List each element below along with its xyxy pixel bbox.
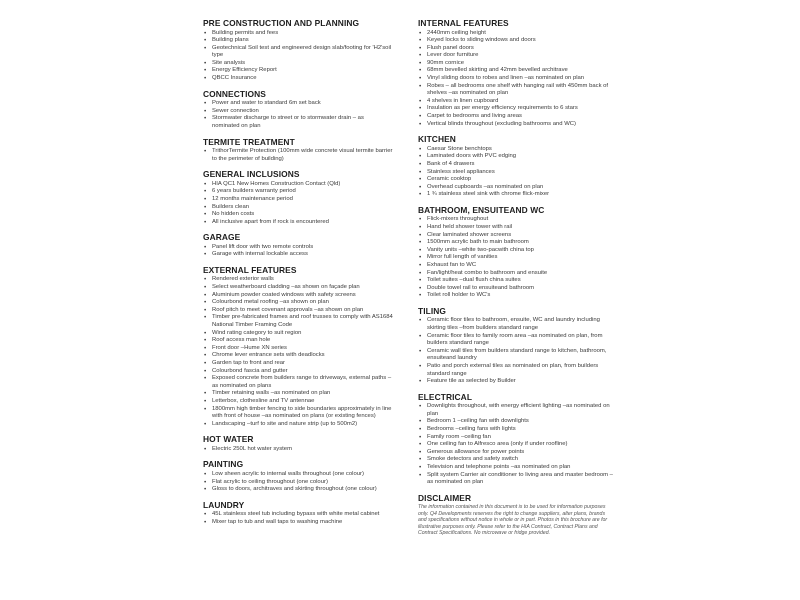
list-item: • 6 years builders warranty period (203, 188, 393, 196)
section-heading: PAINTING (203, 459, 244, 470)
bullet-list (418, 216, 614, 300)
list-item: • Fan/light/heat combo to bathroom and ensuite (418, 270, 614, 278)
section-heading: ELECTRICAL (418, 391, 473, 402)
right-sections (418, 18, 614, 487)
section-heading: GENERAL INCLUSIONS (203, 169, 300, 180)
list-item: • Television and telephone points –as nominated on plan (418, 464, 614, 472)
section-bathroom-ensuiteand-wc (418, 205, 614, 300)
list-item: • Site analysis (203, 60, 393, 68)
section-kitchen (418, 134, 614, 199)
list-item: • Keyed locks to sliding windows and doors (418, 37, 614, 45)
list-item: • 68mm bevelled skirting and 42mm bevelled architrave (418, 67, 614, 75)
section-heading: TERMITE TREATMENT (203, 136, 295, 147)
list-item: • Timber pre-fabricated frames and roof trusses to comply with AS1684 National Timber Framing Code (203, 314, 393, 329)
list-item: • Lever door furniture (418, 52, 614, 60)
list-item: • Colourbond metal roofing –as shown on plan (203, 299, 393, 307)
section-electrical (418, 392, 614, 487)
section-internal-features (418, 18, 614, 128)
bullet-list (203, 148, 393, 163)
list-item: • Geotechnical Soil test and engineered design slab/footing for 'H2'soil type (203, 45, 393, 60)
list-item: • Flick-mixers throughout (418, 216, 614, 224)
section-heading: CONNECTIONS (203, 88, 266, 99)
list-item: • HIA QC1 New Homes Construction Contact (Qld) (203, 181, 393, 189)
section-garage (203, 232, 393, 259)
list-item: • Generous allowance for power points (418, 449, 614, 457)
section-external-features (203, 265, 393, 428)
bullet-list (203, 276, 393, 428)
list-item: • Aluminium powder coated windows with safety screens (203, 292, 393, 300)
list-item: • Letterbox, clothesline and TV antennae (203, 398, 393, 406)
list-item: • Stainless steel appliances (418, 169, 614, 177)
list-item: • Bank of 4 drawers (418, 161, 614, 169)
list-item: • Exposed concrete from builders range to driveways, external paths – as nominated on plans (203, 375, 393, 390)
list-item: • Roof access man hole (203, 337, 393, 345)
list-item: • 2440mm ceiling height (418, 30, 614, 38)
list-item: • Panel lift door with two remote controls (203, 244, 393, 252)
bullet-list (203, 511, 393, 526)
list-item: • 45L stainless steel tub including bypass with white metal cabinet (203, 511, 393, 519)
list-item: • Front door –Hume XN series (203, 345, 393, 353)
bullet-list (418, 30, 614, 129)
disclaimer-text: The information contained in this document is to be used for information purposes only. Q4 Developments reserves the right to change suppliers, alter plans, brands and specifications without notice in whole or in part. Photos in this brochure are for illustrative purposes only. Please refer to the HIA Contract, Contract Plans and Contract Specifications. No microwave or fridge provided. (418, 504, 608, 536)
list-item: • Laminated doors with PVC edging (418, 153, 614, 161)
list-item: • 1500mm acrylic bath to main bathroom (418, 239, 614, 247)
list-item: • TrithorTermite Protection (100mm wide concrete visual termite barrier to the perimeter of building) (203, 148, 393, 163)
left-column (203, 18, 393, 532)
list-item: • Flush panel doors (418, 45, 614, 53)
list-item: • Ceramic wall tiles from builders standard range to kitchen, bathroom, ensuiteand laundry (418, 348, 614, 363)
list-item: • Garden tap to front and rear (203, 360, 393, 368)
list-item: • Family room –ceiling fan (418, 434, 614, 442)
list-item: • Ceramic cooktop (418, 176, 614, 184)
list-item: • Clear laminated shower screens (418, 232, 614, 240)
section-heading: TILING (418, 305, 447, 316)
list-item: • 90mm cornice (418, 60, 614, 68)
list-item: • Mixer tap to tub and wall taps to washing machine (203, 519, 393, 527)
list-item: • Building permits and fees (203, 30, 393, 38)
list-item: • Vertical blinds throughout (excluding bathrooms and WC) (418, 121, 614, 129)
disclaimer-section (418, 493, 614, 537)
list-item: • 4 shelves in linen cupboard (418, 98, 614, 106)
list-item: • Energy Efficiency Report (203, 67, 393, 75)
list-item: • Robes – all bedrooms one shelf with hanging rail with 450mm back of shelves –as nominated on plan (418, 83, 614, 98)
bullet-list (203, 471, 393, 494)
section-painting (203, 459, 393, 493)
bullet-list (203, 181, 393, 227)
list-item: • Bedrooms –ceiling fans with lights (418, 426, 614, 434)
list-item: • Toilet roll holder to WC's (418, 292, 614, 300)
section-heading: HOT WATER (203, 434, 254, 445)
list-item: • Builders clean (203, 204, 393, 212)
disclaimer-heading: DISCLAIMER (418, 492, 472, 503)
section-termite-treatment (203, 137, 393, 164)
bullet-list (418, 146, 614, 199)
list-item: • Building plans (203, 37, 393, 45)
list-item: • Select weatherboard cladding –as shown on façade plan (203, 284, 393, 292)
list-item: • Gloss to doors, architraves and skirting throughout (one colour) (203, 486, 393, 494)
list-item: • 12 months maintenance period (203, 196, 393, 204)
bullet-list (203, 446, 393, 454)
list-item: • One ceiling fan to Alfresco area (only if under roofline) (418, 441, 614, 449)
section-general-inclusions (203, 169, 393, 226)
list-item: • Flat acrylic to ceiling throughout (one colour) (203, 479, 393, 487)
list-item: • Mirror full length of vanities (418, 254, 614, 262)
list-item: • Bedroom 1 –ceiling fan with downlights (418, 418, 614, 426)
list-item: • 1800mm high timber fencing to side boundaries approximately in line with front of house –as nominated on plans (or existing fences) (203, 406, 393, 421)
list-item: • Roof pitch to meet covenant approvals –as shown on plan (203, 307, 393, 315)
list-item: • Vanity units –white two-pacwith china top (418, 247, 614, 255)
list-item: • Caesar Stone benchtops (418, 146, 614, 154)
list-item: • 1 ¾ stainless steel sink with chrome flick-mixer (418, 191, 614, 199)
section-heading: PRE CONSTRUCTION AND PLANNING (203, 18, 360, 28)
section-connections (203, 89, 393, 131)
list-item: • Split system Carrier air conditioner to living area and master bedroom –as nominated on plan (418, 472, 614, 487)
list-item: • Hand held shower tower with rail (418, 224, 614, 232)
list-item: • Ceramic floor tiles to bathroom, ensuite, WC and laundry including skirting tiles –from builders standard range (418, 317, 614, 332)
bullet-list (203, 244, 393, 259)
list-item: • Overhead cupboards –as nominated on plan (418, 184, 614, 192)
list-item: • Ceramic floor tiles to family room area –as nominated on plan, from builders standard range (418, 333, 614, 348)
list-item: • Colourbond fascia and gutter (203, 368, 393, 376)
list-item: • Stormwater discharge to street or to stormwater drain – as nominated on plan (203, 115, 393, 130)
list-item: • All inclusive apart from if rock is encountered (203, 219, 393, 227)
list-item: • Carpet to bedrooms and living areas (418, 113, 614, 121)
section-heading: EXTERNAL FEATURES (203, 264, 297, 275)
list-item: • Power and water to standard 6m set back (203, 100, 393, 108)
list-item: • Low sheen acrylic to internal walls throughout (one colour) (203, 471, 393, 479)
list-item: • QBCC Insurance (203, 75, 393, 83)
section-heading: GARAGE (203, 232, 241, 243)
list-item: • Vinyl sliding doors to robes and linen –as nominated on plan (418, 75, 614, 83)
bullet-list (418, 403, 614, 487)
list-item: • Smoke detectors and safety switch (418, 456, 614, 464)
list-item: • Downlights throughout, with energy efficient lighting –as nominated on plan (418, 403, 614, 418)
list-item: • Feature tile as selected by Builder (418, 378, 614, 386)
section-hot-water (203, 434, 393, 453)
section-heading: LAUNDRY (203, 499, 245, 510)
list-item: • Electric 250L hot water system (203, 446, 393, 454)
bullet-list (203, 30, 393, 83)
list-item: • Garage with internal lockable access (203, 251, 393, 259)
list-item: • Insulation as per energy efficiency requirements to 6 stars (418, 105, 614, 113)
list-item: • Patio and porch external tiles as nominated on plan, from builders standard range (418, 363, 614, 378)
list-item: • Landscaping –turf to site and nature strip (up to 500m2) (203, 421, 393, 429)
list-item: • Wind rating category to suit region (203, 330, 393, 338)
list-item: • Exhaust fan to WC (418, 262, 614, 270)
section-heading: INTERNAL FEATURES (418, 18, 509, 28)
list-item: • Sewer connection (203, 108, 393, 116)
section-heading: BATHROOM, ENSUITEAND WC (418, 204, 545, 215)
list-item: • Chrome lever entrance sets with deadlocks (203, 352, 393, 360)
list-item: • Rendered exterior walls (203, 276, 393, 284)
bullet-list (418, 317, 614, 385)
list-item: • Timber retaining walls –as nominated on plan (203, 390, 393, 398)
right-column (418, 18, 614, 542)
list-item: • Double towel rail to ensuiteand bathroom (418, 285, 614, 293)
section-laundry (203, 500, 393, 527)
bullet-list (203, 100, 393, 130)
section-pre-construction-and-planning (203, 18, 393, 83)
section-tiling (418, 306, 614, 386)
list-item: • Toilet suites –dual flush china suites (418, 277, 614, 285)
section-heading: KITCHEN (418, 134, 456, 145)
list-item: • No hidden costs (203, 211, 393, 219)
